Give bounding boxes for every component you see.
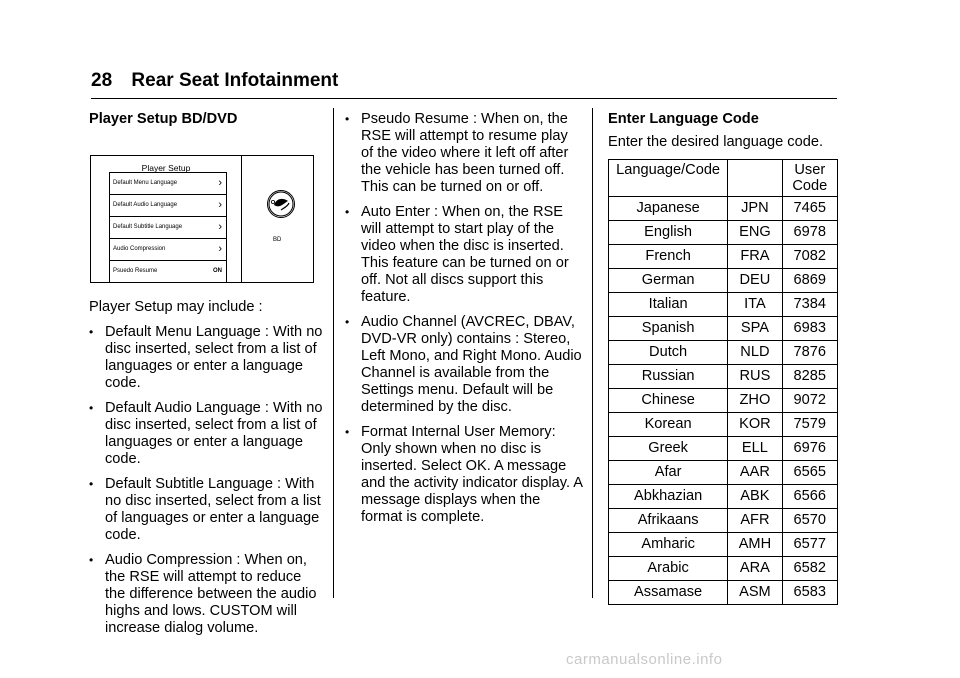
bluray-disc-icon [267,190,295,218]
table-row [609,269,838,293]
list-item-text: Audio Compression : When on, the RSE will attempt to reduce the difference between the audio highs and lows. CUSTOM will increase dialog volume. [105,552,317,636]
table-cell: NLD [728,341,782,365]
table-cell: 6983 [782,317,837,341]
list-item-text: Default Audio Language : With no disc inserted, select from a list of languages or enter a language code. [105,400,323,467]
table-cell: RUS [728,365,782,389]
list-item [343,314,583,416]
bullet-icon: • [345,205,350,219]
table-cell: SPA [728,317,782,341]
chevron-right-icon: › [218,177,222,189]
table-cell: Amharic [609,533,728,557]
table-cell: Italian [609,293,728,317]
table-cell: KOR [728,413,782,437]
column-2 [343,111,583,534]
bullet-icon: • [345,112,350,126]
table-cell: Korean [609,413,728,437]
player-setup-bullet-list [87,324,323,637]
table-cell: 9072 [782,389,837,413]
section-title-player-setup: Player Setup BD/DVD [89,111,238,127]
table-cell: 6570 [782,509,837,533]
table-cell: Chinese [609,389,728,413]
list-item-text: Format Internal User Memory: Only shown when no disc is inserted. Select OK. A message and the activity indicator display. A message displays when the format is complete. [361,424,583,525]
language-code-table [608,159,838,605]
table-cell: 8285 [782,365,837,389]
column-3 [606,111,838,605]
page-title: Rear Seat Infotainment [131,70,339,91]
table-row [609,221,838,245]
table-cell: English [609,221,728,245]
player-setup-menu [109,172,227,283]
table-cell: 6583 [782,581,837,605]
list-item-text: Default Menu Language : With no disc inserted, select from a list of languages or enter a language code. [105,324,323,391]
table-cell: Afar [609,461,728,485]
list-item [87,324,323,392]
table-row [609,485,838,509]
table-row [609,389,838,413]
table-cell: Spanish [609,317,728,341]
table-row [609,533,838,557]
table-cell: 6978 [782,221,837,245]
list-item [343,424,583,526]
table-cell: 7082 [782,245,837,269]
table-cell: Assamase [609,581,728,605]
table-cell: Russian [609,365,728,389]
table-cell: 7579 [782,413,837,437]
table-cell: FRA [728,245,782,269]
list-item-text: Pseudo Resume : When on, the RSE will attempt to resume play of the video where it left off after the vehicle has been turned off. This can be turned on or off. [361,111,569,195]
table-row [609,341,838,365]
player-setup-menu-item [110,195,226,217]
table-cell: ARA [728,557,782,581]
screen-divider [241,156,242,282]
bullet-icon: • [345,315,350,329]
list-item-text: Default Subtitle Language : With no disc inserted, select from a list of languages or enter a language code. [105,476,321,543]
bullet-icon: • [89,477,94,491]
bd-label: BD [273,237,282,243]
list-item [87,476,323,544]
player-setup-intro: Player Setup may include : [89,299,263,315]
table-row [609,293,838,317]
menu-item-label: Psuedo Resume [113,268,158,274]
table-cell: 6869 [782,269,837,293]
table-cell: AMH [728,533,782,557]
watermark: carmanualsonline.info [566,651,723,668]
table-cell: Abkhazian [609,485,728,509]
table-cell: ITA [728,293,782,317]
section-title-language-code: Enter Language Code [608,111,759,127]
table-cell: ABK [728,485,782,509]
table-cell: Afrikaans [609,509,728,533]
player-setup-screenshot [90,155,314,283]
table-cell: 6565 [782,461,837,485]
table-cell: AAR [728,461,782,485]
table-row [609,557,838,581]
list-item [343,204,583,306]
table-row [609,461,838,485]
header-user-code: User Code [782,160,837,197]
table-row [609,317,838,341]
table-row [609,197,838,221]
table-cell: Greek [609,437,728,461]
table-cell: 7876 [782,341,837,365]
player-setup-screen-title: Player Setup [141,163,191,173]
table-cell: JPN [728,197,782,221]
menu-item-label: Default Subtitle Language [113,224,183,230]
list-item [87,552,323,637]
header-language-code: Language/Code [609,160,728,197]
table-cell: 6577 [782,533,837,557]
table-cell: AFR [728,509,782,533]
list-item [343,111,583,196]
page-header [91,70,338,92]
player-setup-menu-item [110,173,226,195]
player-setup-bullet-list-continued [343,111,583,526]
list-item [87,400,323,468]
table-row [609,365,838,389]
player-setup-menu-item [110,239,226,261]
table-row [609,245,838,269]
player-setup-menu-item [110,261,226,282]
table-cell: Dutch [609,341,728,365]
header-rule [91,98,837,99]
chevron-right-icon: › [218,221,222,233]
table-cell: 6582 [782,557,837,581]
table-cell: ZHO [728,389,782,413]
menu-item-label: Default Audio Language [113,202,178,208]
list-item-text: Auto Enter : When on, the RSE will attempt to start play of the video when the disc is inserted. This feature can be turned on or off. Not all discs support this feature. [361,204,569,305]
menu-item-label: Audio Compression [113,246,166,252]
table-row [609,581,838,605]
list-item-text: Audio Channel (AVCREC, DBAV, DVD-VR only) contains : Stereo, Left Mono, and Right Mono. Audio Channel is available from the Settings menu. Default will be determined by the disc. [361,314,582,415]
menu-item-label: Default Menu Language [113,180,178,186]
menu-item-value: ON [213,268,222,274]
language-code-intro: Enter the desired language code. [608,134,824,150]
header-abbreviation [728,160,782,197]
table-header-row [609,160,838,197]
table-cell: 6566 [782,485,837,509]
player-setup-menu-item [110,217,226,239]
table-cell: 7465 [782,197,837,221]
table-cell: Arabic [609,557,728,581]
page-number: 28 [91,70,113,91]
table-cell: Japanese [609,197,728,221]
table-cell: ENG [728,221,782,245]
chevron-right-icon: › [218,243,222,255]
bullet-icon: • [89,325,94,339]
bullet-icon: • [89,553,94,567]
table-row [609,437,838,461]
column-divider-1 [333,108,334,598]
table-cell: German [609,269,728,293]
chevron-right-icon: › [218,199,222,211]
table-cell: 6976 [782,437,837,461]
table-row [609,413,838,437]
table-cell: French [609,245,728,269]
bullet-icon: • [89,401,94,415]
table-cell: DEU [728,269,782,293]
column-divider-2 [592,108,593,598]
bullet-icon: • [345,425,350,439]
column-1 [87,111,323,645]
table-cell: ASM [728,581,782,605]
table-cell: ELL [728,437,782,461]
table-row [609,509,838,533]
table-cell: 7384 [782,293,837,317]
